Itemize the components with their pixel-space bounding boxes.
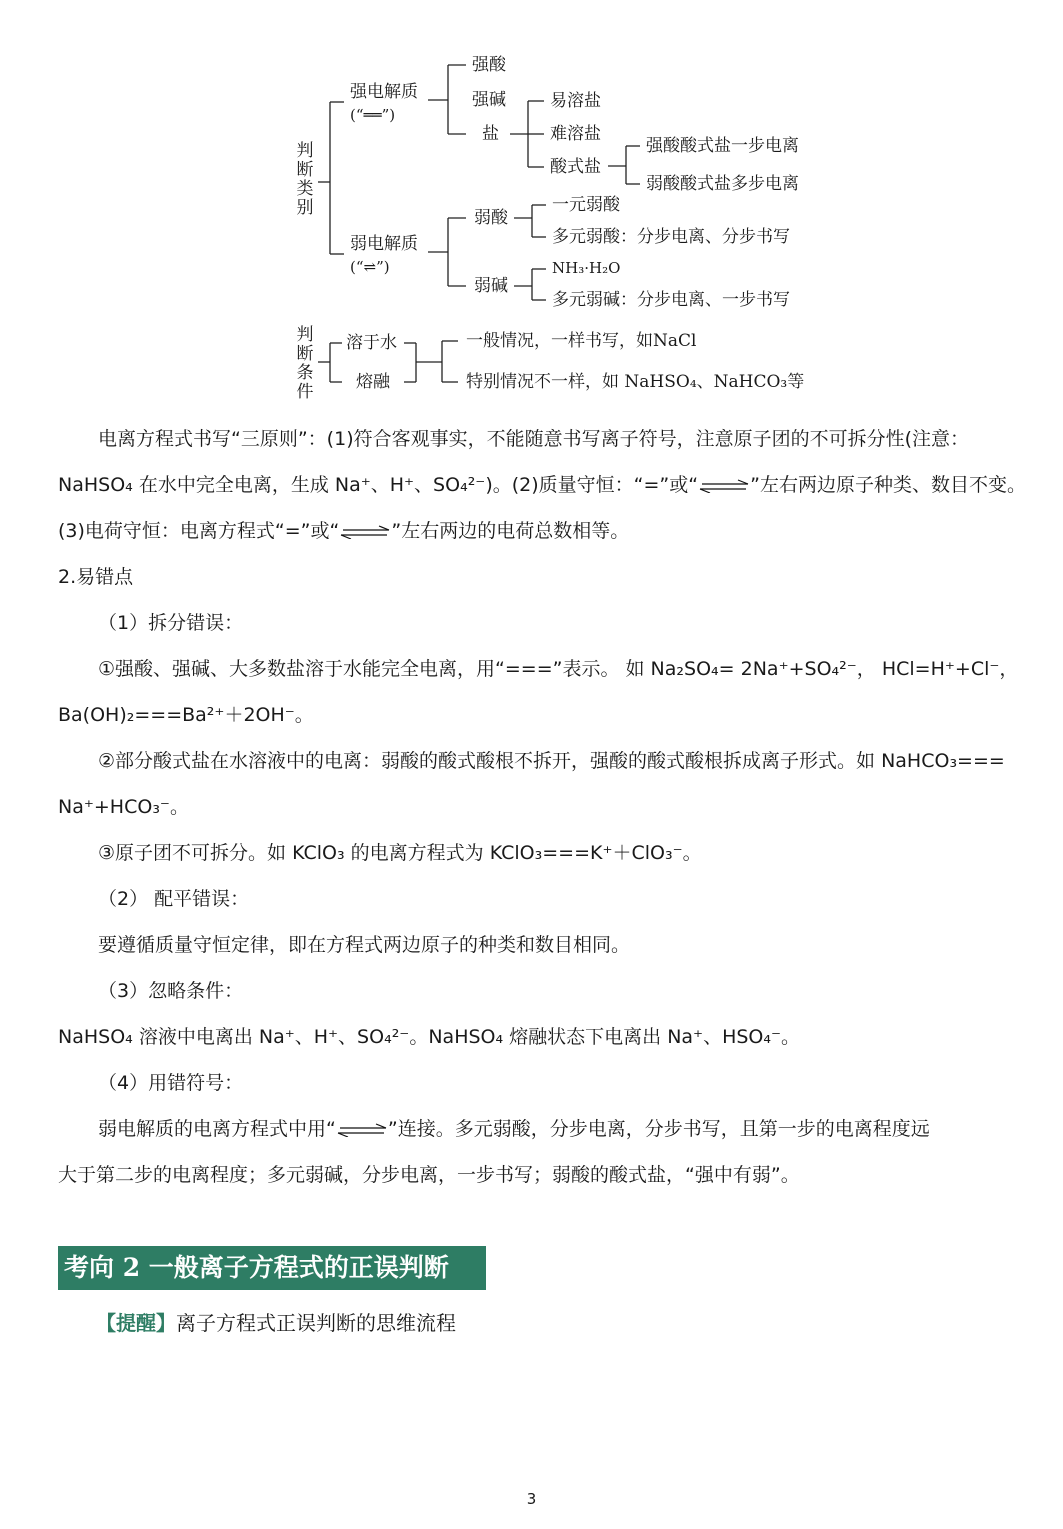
principle-line-2a: NaHSO₄ 在水中完全电离，生成 Na⁺、H⁺、SO₄²⁻)。(2)质量守恒：“=”或“ — [58, 474, 699, 496]
subheading-split-errors: （1）拆分错误： — [98, 612, 244, 634]
principle-line-3b: ”左右两边的电荷总数相等。 — [391, 520, 630, 542]
insoluble-salt: 难溶盐 — [550, 124, 601, 144]
strong-symbol: (“══”) — [350, 106, 396, 124]
subheading-balance-errors: （2） 配平错误： — [98, 888, 250, 910]
dissolve-in-water: 溶于水 — [346, 333, 397, 353]
split-error-3: ③原子团不可拆分。如 KClO₃ 的电离方程式为 KClO₃===K⁺＋ClO₃⁻。 — [98, 842, 702, 864]
principle-line-3 — [58, 508, 1018, 554]
subheading-wrong-symbols: （4）用错符号： — [98, 1072, 244, 1094]
special-case: 特别情况不一样，如 NaHSO₄、NaHCO₃等 — [466, 372, 805, 392]
weak-acid-salt: 弱酸酸式盐多步电离 — [646, 174, 799, 194]
tip-line — [96, 1300, 456, 1346]
weak-symbol: (“⇌”) — [350, 258, 390, 276]
split-error-1-cont: Ba(OH)₂===Ba²⁺＋2OH⁻。 — [58, 704, 314, 726]
melt: 熔融 — [356, 372, 390, 392]
heading-error-points: 2.易错点 — [58, 566, 134, 588]
soluble-salt: 易溶盐 — [550, 91, 601, 111]
principle-line-2 — [58, 462, 1026, 508]
nh3-h2o: NH₃·H₂O — [552, 259, 621, 277]
strong-acid-salt: 强酸酸式盐一步电离 — [646, 136, 799, 156]
reversible-arrow-icon — [336, 1123, 388, 1137]
weak-acid: 弱酸 — [474, 208, 508, 228]
principle-line-1: 电离方程式书写“三原则”：(1)符合客观事实，不能随意书写离子符号，注意原子团的不可拆分性(注意： — [98, 428, 970, 450]
weak-base: 弱碱 — [474, 276, 508, 296]
wrong-symbols-line-1 — [58, 1106, 1058, 1152]
ignore-conditions-text: NaHSO₄ 溶液中电离出 Na⁺、H⁺、SO₄²⁻。NaHSO₄ 熔融状态下电离出 Na⁺、HSO₄⁻。 — [58, 1026, 801, 1048]
strong-base: 强碱 — [472, 90, 506, 110]
side-label-conditions: 判断条件 — [296, 325, 314, 402]
salt: 盐 — [482, 124, 499, 144]
page-number: 3 — [526, 1490, 537, 1508]
weak-electrolyte: 弱电解质 — [350, 234, 418, 254]
strong-electrolyte: 强电解质 — [350, 82, 418, 102]
split-error-2-cont: Na⁺+HCO₃⁻。 — [58, 796, 189, 818]
reversible-arrow-icon — [339, 525, 391, 539]
balance-error-text: 要遵循质量守恒定律，即在方程式两边原子的种类和数目相同。 — [98, 934, 631, 956]
wrong-symbols-line-2: 大于第二步的电离程度；多元弱碱，分步电离，一步书写；弱酸的酸式盐，“强中有弱”。 — [58, 1164, 800, 1186]
principle-line-3a: (3)电荷守恒：电离方程式“=”或“ — [58, 520, 340, 542]
tip-tag: 【提醒】 — [96, 1311, 176, 1335]
acid-salt: 酸式盐 — [550, 157, 601, 177]
subheading-ignore-conditions: （3）忽略条件： — [98, 980, 244, 1002]
reversible-arrow-icon — [698, 479, 750, 493]
poly-weak-base: 多元弱碱：分步电离、一步书写 — [552, 290, 790, 310]
strong-acid: 强酸 — [472, 55, 506, 75]
wrong-symbols-1b: ”连接。多元弱酸，分步电离，分步书写，且第一步的电离程度远 — [387, 1118, 930, 1140]
tip-text: 离子方程式正误判断的思维流程 — [176, 1311, 456, 1335]
side-label-categories: 判断类别 — [296, 141, 314, 218]
split-error-2: ②部分酸式盐在水溶液中的电离：弱酸的酸式酸根不拆开，强酸的酸式酸根拆成离子形式。如 NaHCO₃=== — [98, 750, 1005, 772]
section-banner: 考向 2 一般离子方程式的正误判断 — [58, 1246, 486, 1290]
general-case: 一般情况，一样书写，如NaCl — [466, 331, 697, 351]
wrong-symbols-1a: 弱电解质的电离方程式中用“ — [98, 1118, 336, 1140]
split-error-1: ①强酸、强碱、大多数盐溶于水能完全电离，用“===”表示。 如 Na₂SO₄= 2Na⁺+SO₄²⁻， HCl=H⁺+Cl⁻， — [98, 658, 1019, 680]
mono-weak-acid: 一元弱酸 — [552, 195, 620, 215]
principle-line-2b: ”左右两边原子种类、数目不变。 — [750, 474, 1026, 496]
poly-weak-acid: 多元弱酸：分步电离、分步书写 — [552, 227, 790, 247]
